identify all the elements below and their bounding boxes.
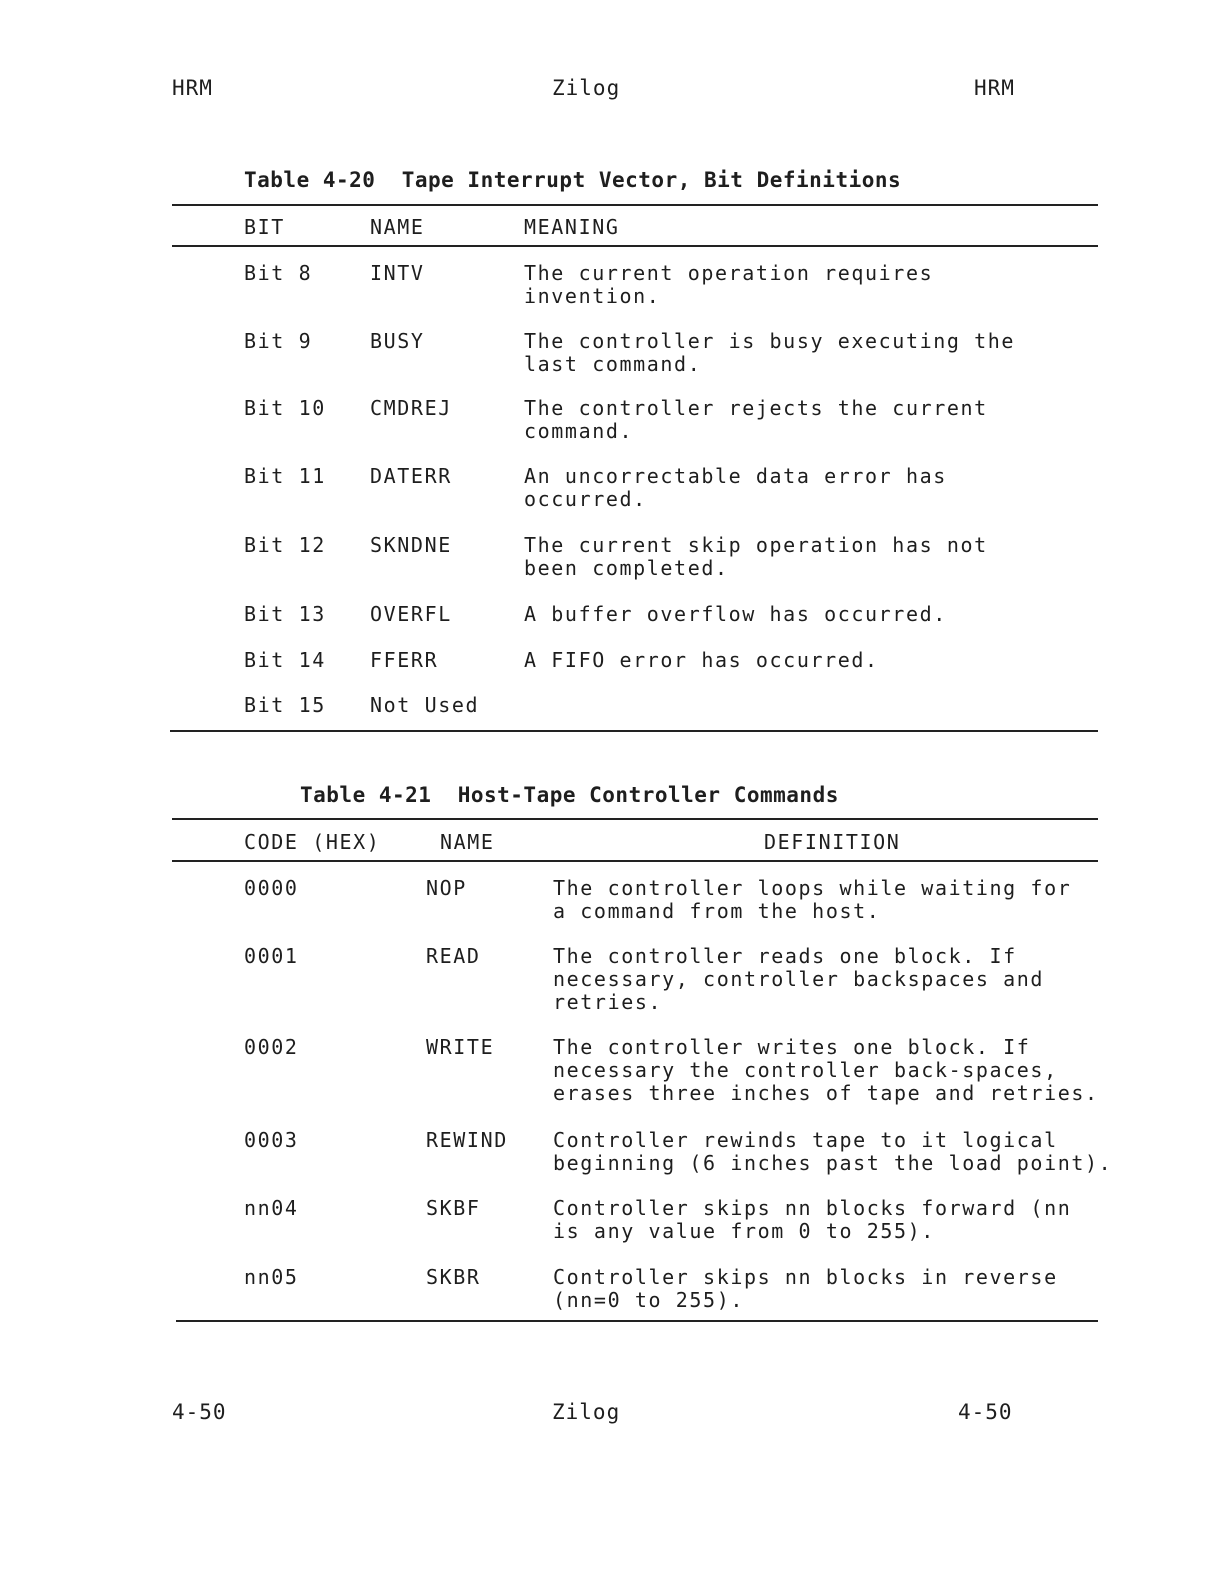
column-header-definition: DEFINITION [764,830,901,854]
name-cell: DATERR [370,464,452,488]
column-header-meaning: MEANING [524,215,620,239]
name-cell: READ [426,944,481,968]
meaning-cell: The current skip operation has not been completed. [524,533,988,580]
definition-cell: The controller reads one block. If necessary, controller backspaces and retries. [553,944,1045,1014]
definition-cell: Controller skips nn blocks in reverse (nn=0 to 255). [553,1265,1058,1312]
name-cell: INTV [370,261,425,285]
code-cell: nn05 [244,1265,299,1289]
page-header-right: HRM [974,76,1015,100]
page-footer-right: 4-50 [958,1400,1013,1424]
column-header-code: CODE (HEX) [244,830,381,854]
page-header-center: Zilog [552,76,621,100]
meaning-cell: A FIFO error has occurred. [524,648,879,672]
name-cell: BUSY [370,329,425,353]
page-footer-left: 4-50 [172,1400,227,1424]
table-4-21-caption: Table 4-21 Host-Tape Controller Commands [300,783,839,807]
name-cell: NOP [426,876,467,900]
table-bottom-rule [170,730,1098,732]
name-cell: SKBR [426,1265,481,1289]
header-rule [172,245,1098,247]
code-cell: 0000 [244,876,299,900]
definition-cell: The controller writes one block. If necessary the controller back-spaces, erases three inches of tape and retries. [553,1035,1099,1105]
bit-cell: Bit 13 [244,602,326,626]
code-cell: nn04 [244,1196,299,1220]
table-top-rule [172,818,1098,820]
name-cell: Not Used [370,693,480,717]
bit-cell: Bit 11 [244,464,326,488]
bit-cell: Bit 12 [244,533,326,557]
name-cell: CMDREJ [370,396,452,420]
page-header-left: HRM [172,76,213,100]
table-4-20-caption: Table 4-20 Tape Interrupt Vector, Bit Definitions [244,168,902,192]
code-cell: 0001 [244,944,299,968]
meaning-cell: The controller rejects the current command. [524,396,988,443]
page-footer-center: Zilog [552,1400,621,1424]
definition-cell: The controller loops while waiting for a command from the host. [553,876,1072,923]
column-header-bit: BIT [244,215,285,239]
header-rule [172,860,1098,862]
column-header-name: NAME [370,215,425,239]
name-cell: OVERFL [370,602,452,626]
bit-cell: Bit 10 [244,396,326,420]
table-bottom-rule [176,1320,1098,1322]
name-cell: REWIND [426,1128,508,1152]
code-cell: 0002 [244,1035,299,1059]
name-cell: SKBF [426,1196,481,1220]
bit-cell: Bit 8 [244,261,313,285]
column-header-name: NAME [440,830,495,854]
code-cell: 0003 [244,1128,299,1152]
name-cell: FFERR [370,648,439,672]
definition-cell: Controller rewinds tape to it logical beginning (6 inches past the load point). [553,1128,1113,1175]
bit-cell: Bit 9 [244,329,313,353]
name-cell: WRITE [426,1035,495,1059]
definition-cell: Controller skips nn blocks forward (nn is any value from 0 to 255). [553,1196,1072,1243]
bit-cell: Bit 15 [244,693,326,717]
table-top-rule [172,204,1098,206]
name-cell: SKNDNE [370,533,452,557]
meaning-cell: An uncorrectable data error has occurred. [524,464,947,511]
meaning-cell: The controller is busy executing the last command. [524,329,1016,376]
meaning-cell: A buffer overflow has occurred. [524,602,947,626]
meaning-cell: The current operation requires invention. [524,261,934,308]
bit-cell: Bit 14 [244,648,326,672]
